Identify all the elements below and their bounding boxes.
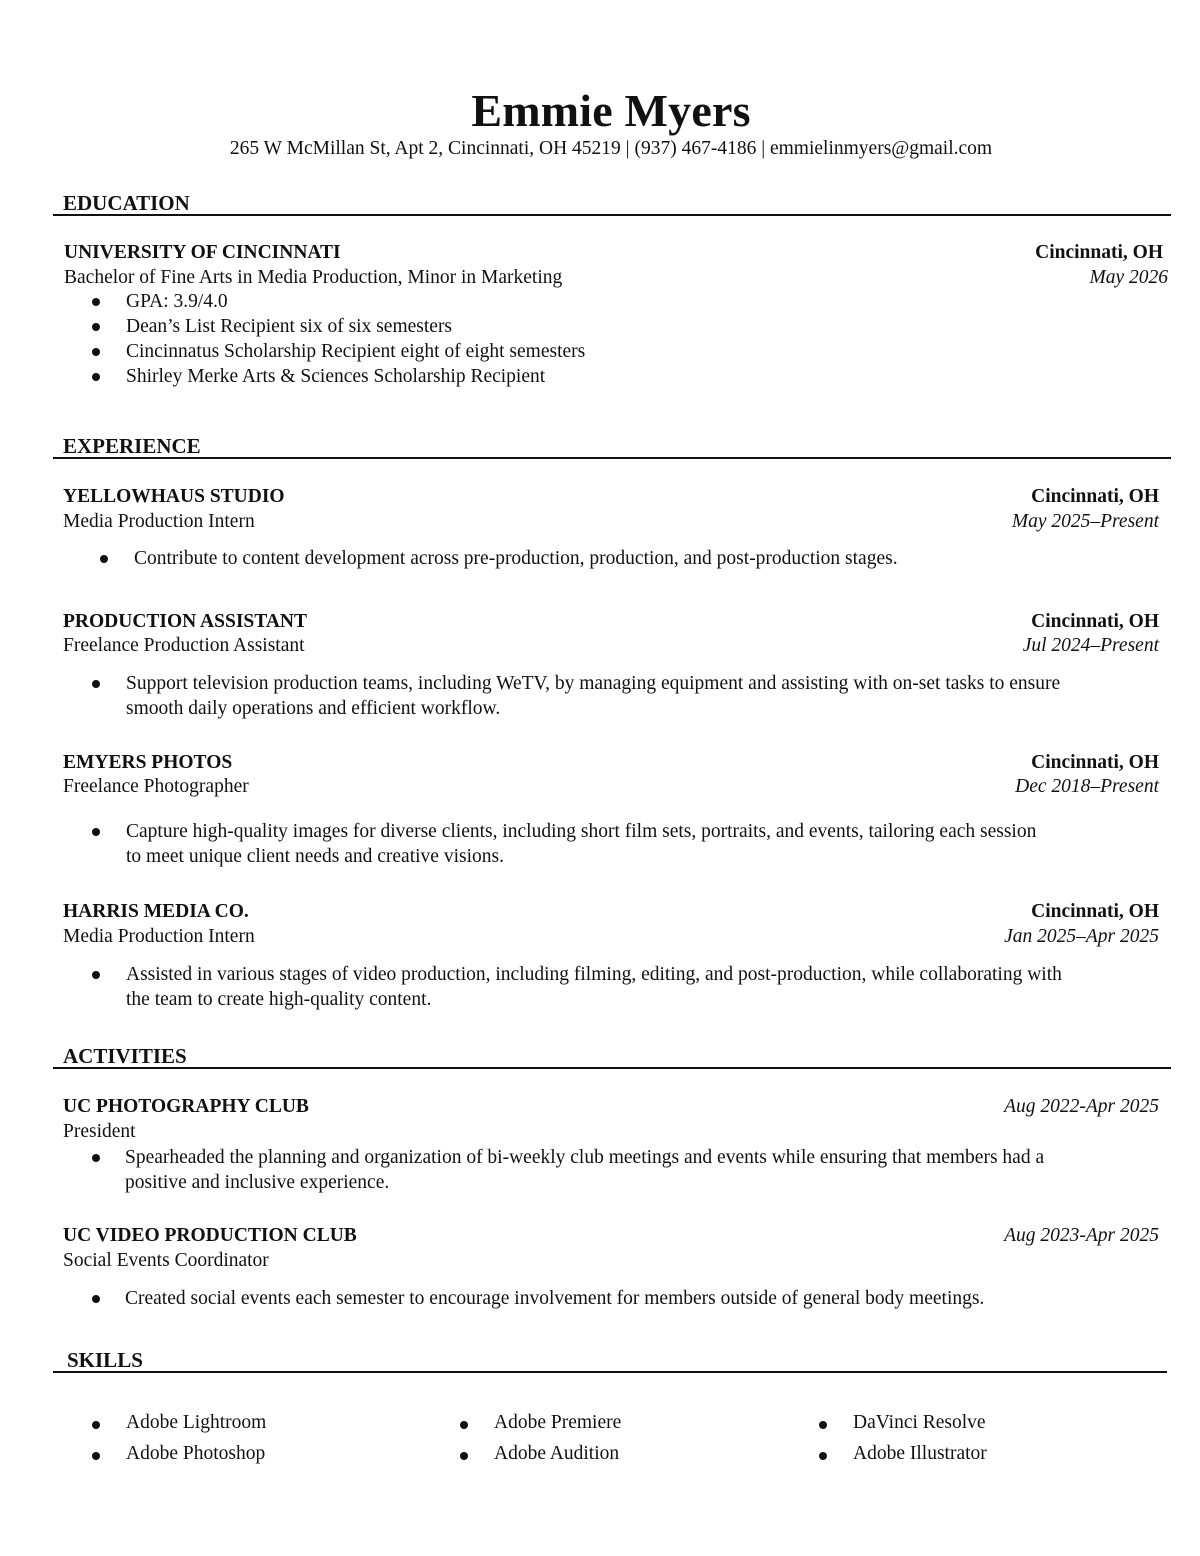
skill-item: Adobe Audition: [494, 1443, 620, 1464]
activity-role: Social Events Coordinator: [63, 1250, 269, 1271]
skill-item: DaVinci Resolve: [853, 1412, 986, 1433]
school-location: Cincinnati, OH: [1035, 242, 1163, 263]
section-divider: [53, 457, 1171, 459]
school-name: UNIVERSITY OF CINCINNATI: [64, 242, 341, 263]
bullet-icon: [92, 1452, 100, 1460]
skill-item: Adobe Illustrator: [853, 1443, 987, 1464]
skill-item: Adobe Premiere: [494, 1412, 622, 1433]
resume-name: Emmie Myers: [471, 85, 751, 136]
job-bullet: Assisted in various stages of video production, including filming, editing, and post-production, while collaborating with the team to create high-quality content.: [126, 964, 1062, 1010]
job-location: Cincinnati, OH: [1031, 752, 1159, 773]
bullet-icon: [92, 373, 100, 381]
graduation-date: May 2026: [1089, 267, 1168, 288]
section-divider: [53, 214, 1171, 216]
job-role: Media Production Intern: [63, 926, 255, 947]
section-title-skills: SKILLS: [67, 1348, 143, 1372]
job-date: Dec 2018–Present: [1015, 776, 1159, 797]
bullet-icon: [100, 555, 108, 563]
bullet-icon: [92, 348, 100, 356]
job-role: Media Production Intern: [63, 511, 255, 532]
activity-date: Aug 2023-Apr 2025: [1004, 1225, 1159, 1246]
job-role: Freelance Photographer: [63, 776, 249, 797]
degree: Bachelor of Fine Arts in Media Production, Minor in Marketing: [64, 267, 563, 288]
bullet-icon: [819, 1452, 827, 1460]
job-location: Cincinnati, OH: [1031, 611, 1159, 632]
job-role: Freelance Production Assistant: [63, 635, 305, 656]
education-bullet: GPA: 3.9/4.0: [126, 291, 228, 312]
bullet-icon: [92, 323, 100, 331]
section-title-activities: ACTIVITIES: [63, 1044, 187, 1068]
bullet-icon: [92, 971, 100, 979]
job-org: HARRIS MEDIA CO.: [63, 901, 249, 922]
bullet-icon: [92, 828, 100, 836]
job-date: Jul 2024–Present: [1022, 635, 1159, 656]
bullet-icon: [92, 1421, 100, 1429]
education-bullet: Cincinnatus Scholarship Recipient eight of eight semesters: [126, 341, 586, 362]
section-divider: [53, 1067, 1171, 1069]
section-title-experience: EXPERIENCE: [63, 434, 201, 458]
activity-bullet: Created social events each semester to encourage involvement for members outside of general body meetings.: [125, 1288, 985, 1309]
job-bullet: Support television production teams, including WeTV, by managing equipment and assisting with on-set tasks to ensure smooth daily operations and efficient workflow.: [126, 673, 1061, 719]
job-location: Cincinnati, OH: [1031, 486, 1159, 507]
bullet-icon: [819, 1421, 827, 1429]
skill-item: Adobe Lightroom: [126, 1412, 267, 1433]
education-bullet: Dean’s List Recipient six of six semesters: [126, 316, 453, 337]
bullet-icon: [92, 298, 100, 306]
contact-line: 265 W McMillan St, Apt 2, Cincinnati, OH 45219 | (937) 467-4186 | emmielinmyers@gmail.com: [229, 138, 993, 159]
skill-item: Adobe Photoshop: [126, 1443, 266, 1464]
bullet-icon: [92, 680, 100, 688]
job-org: YELLOWHAUS STUDIO: [63, 486, 285, 507]
job-bullet: Contribute to content development across pre-production, production, and post-production stages.: [134, 548, 898, 569]
activity-org: UC PHOTOGRAPHY CLUB: [63, 1096, 309, 1117]
activity-role: President: [63, 1121, 136, 1142]
bullet-icon: [92, 1295, 100, 1303]
job-org: EMYERS PHOTOS: [63, 752, 233, 773]
section-divider: [53, 1371, 1167, 1373]
job-org: PRODUCTION ASSISTANT: [63, 611, 307, 632]
job-location: Cincinnati, OH: [1031, 901, 1159, 922]
job-date: Jan 2025–Apr 2025: [1004, 926, 1159, 947]
activity-bullet: Spearheaded the planning and organization of bi-weekly club meetings and events while ensuring that members had a positive and inclusive experience.: [125, 1147, 1045, 1193]
bullet-icon: [460, 1452, 468, 1460]
activity-date: Aug 2022-Apr 2025: [1004, 1096, 1159, 1117]
job-date: May 2025–Present: [1011, 511, 1159, 532]
education-bullet: Shirley Merke Arts & Sciences Scholarship Recipient: [126, 366, 546, 387]
bullet-icon: [460, 1421, 468, 1429]
job-bullet: Capture high-quality images for diverse clients, including short film sets, portraits, and events, tailoring each session to meet unique client needs and creative visions.: [126, 821, 1037, 867]
section-title-education: EDUCATION: [63, 191, 190, 215]
bullet-icon: [92, 1154, 100, 1162]
activity-org: UC VIDEO PRODUCTION CLUB: [63, 1225, 357, 1246]
